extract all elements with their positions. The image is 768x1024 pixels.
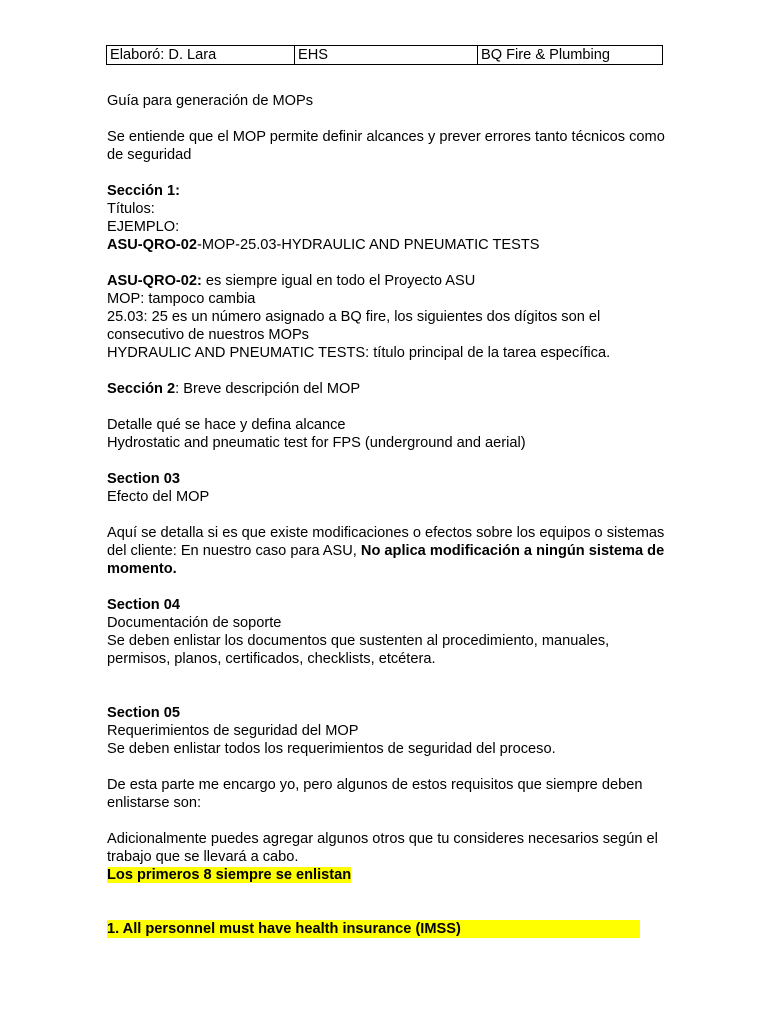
section1-line4: HYDRAULIC AND PNEUMATIC TESTS: título principal de la tarea específica.: [107, 345, 611, 361]
section5-text1: Se deben enlistar todos los requerimientos de seguridad del proceso.: [107, 741, 556, 757]
header-table: [106, 45, 663, 65]
section1-titles-label: Títulos:: [107, 201, 155, 217]
section5-heading: Section 05: [107, 705, 180, 721]
safety-requirement-item-1: 1. All personnel must have health insurance (IMSS): [107, 920, 667, 938]
section1-line3: 25.03: 25 es un número asignado a BQ fire, los siguientes dos dígitos son el consecutivo de nuestros MOPs: [107, 309, 601, 343]
section1-line2: MOP: tampoco cambia: [107, 291, 256, 307]
section1-heading: Sección 1:: [107, 183, 180, 199]
section5-text2: De esta parte me encargo yo, pero algunos de estos requisitos que siempre deben enlistarse son:: [107, 777, 643, 811]
author-cell: Elaboró: D. Lara: [107, 46, 295, 65]
section5-text3: Adicionalmente puedes agregar algunos otros que tu consideres necesarios según el trabajo que se llevará a cabo.: [107, 831, 658, 865]
section3-heading: Section 03: [107, 471, 180, 487]
section4-heading: Section 04: [107, 597, 180, 613]
section2-heading: Sección 2: Breve descripción del MOP: [107, 381, 361, 397]
section5-highlight: Los primeros 8 siempre se enlistan: [107, 867, 352, 883]
company-cell: BQ Fire & Plumbing: [478, 46, 663, 65]
section2-line1: Detalle qué se hace y defina alcance: [107, 417, 346, 433]
section3-subtitle: Efecto del MOP: [107, 489, 210, 505]
section2-line2: Hydrostatic and pneumatic test for FPS (underground and aerial): [107, 435, 526, 451]
section1-example-label: EJEMPLO:: [107, 219, 180, 235]
intro-description: Se entiende que el MOP permite definir alcances y prever errores tanto técnicos como de seguridad: [107, 129, 665, 163]
guide-title: Guía para generación de MOPs: [107, 93, 314, 109]
document-body: [107, 92, 667, 938]
section3-text: Aquí se detalla si es que existe modificaciones o efectos sobre los equipos o sistemas del cliente: En nuestro caso para ASU, No aplica modificación a ningún sistema de momento.: [107, 525, 665, 577]
section1-line1: ASU-QRO-02: es siempre igual en todo el Proyecto ASU: [107, 273, 476, 289]
section5-subtitle: Requerimientos de seguridad del MOP: [107, 723, 359, 739]
section4-subtitle: Documentación de soporte: [107, 615, 282, 631]
header-row: [107, 46, 663, 65]
section1-example-code: ASU-QRO-02-MOP-25.03-HYDRAULIC AND PNEUMATIC TESTS: [107, 237, 540, 253]
section4-text: Se deben enlistar los documentos que sustenten al procedimiento, manuales, permisos, planos, certificados, checklists, etcétera.: [107, 633, 610, 667]
department-cell: EHS: [295, 46, 478, 65]
